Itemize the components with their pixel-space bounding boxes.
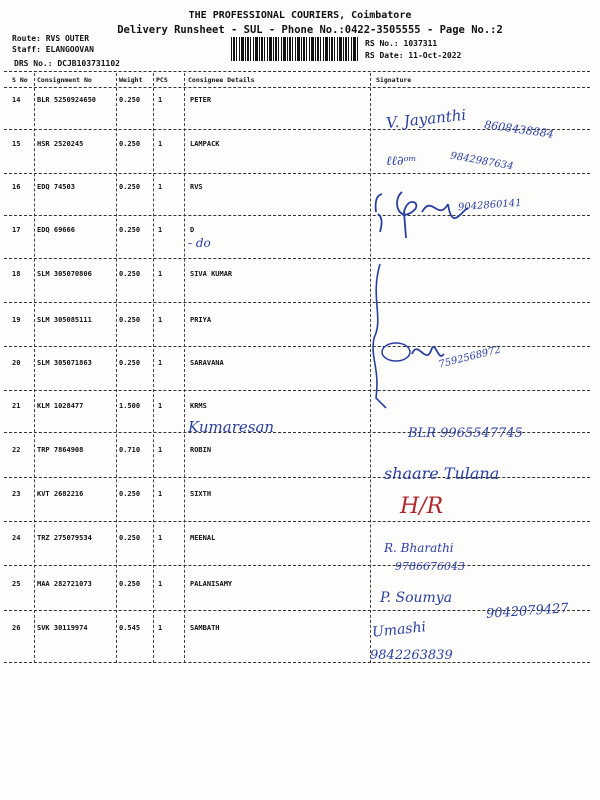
handwritten-name: Kumaresan xyxy=(188,418,275,436)
runsheet-title: Delivery Runsheet - SUL - Phone No.:0422-3505555 - Page No.:2 xyxy=(117,24,503,36)
handwritten-phone: 7592568972 xyxy=(437,344,503,371)
col-header-weight: Weight xyxy=(119,76,143,84)
weight-cell: 0.250 xyxy=(119,226,141,234)
pcs-cell: 1 xyxy=(158,534,163,542)
row-divider xyxy=(4,390,590,391)
row-divider xyxy=(4,346,590,347)
consignment-cell: HSR 2520245 xyxy=(37,140,84,148)
col-divider xyxy=(184,73,185,663)
sno-cell: 23 xyxy=(12,490,21,498)
handwritten-signature: shaare Tulana xyxy=(384,464,500,483)
consignment-cell: MAA 282721073 xyxy=(37,580,92,588)
consignment-cell: EDQ 74503 xyxy=(37,183,75,191)
handwritten-signature: BLR 9965547745 xyxy=(408,426,523,441)
bracket-mark xyxy=(366,258,486,418)
consignee-cell: MEENAL xyxy=(190,534,216,542)
pcs-cell: 1 xyxy=(158,490,163,498)
pcs-cell: 1 xyxy=(158,446,163,454)
pcs-cell: 1 xyxy=(158,402,163,410)
handwritten-phone: 9042860141 xyxy=(457,197,522,214)
sno-cell: 14 xyxy=(12,96,21,104)
col-divider xyxy=(116,73,117,663)
sno-cell: 17 xyxy=(12,226,21,234)
company-title: THE PROFESSIONAL COURIERS, Coimbatore xyxy=(188,10,412,21)
pcs-cell: 1 xyxy=(158,359,163,367)
consignment-cell: SLM 305071863 xyxy=(37,359,92,367)
sno-cell: 21 xyxy=(12,402,21,410)
consignee-cell: SIVA KUMAR xyxy=(190,270,233,278)
handwritten-phone: 8608438884 xyxy=(483,118,555,141)
sno-cell: 16 xyxy=(12,183,21,191)
weight-cell: 0.250 xyxy=(119,183,141,191)
sno-cell: 22 xyxy=(12,446,21,454)
weight-cell: 0.545 xyxy=(119,624,141,632)
consignment-cell: TRP 7864908 xyxy=(37,446,84,454)
header-bottom-rule xyxy=(4,87,590,88)
col-divider xyxy=(34,73,35,663)
consignment-cell: KVT 2682216 xyxy=(37,490,84,498)
drs-number: DRS No.: DCJB103731102 xyxy=(14,59,120,68)
row-divider xyxy=(4,477,590,478)
weight-cell: 0.250 xyxy=(119,359,141,367)
header-top-rule xyxy=(4,71,590,72)
handwritten-phone: 9842263839 xyxy=(370,648,453,663)
consignee-cell: D xyxy=(190,226,195,234)
consignee-cell: KRMS xyxy=(190,402,207,410)
consignment-cell: BLR 5250924650 xyxy=(37,96,97,104)
barcode xyxy=(231,37,359,61)
sno-cell: 15 xyxy=(12,140,21,148)
consignment-cell: SVK 30119974 xyxy=(37,624,88,632)
consignment-cell: SLM 305070806 xyxy=(37,270,92,278)
consignee-cell: LAMPACK xyxy=(190,140,220,148)
weight-cell: 0.710 xyxy=(119,446,141,454)
pcs-cell: 1 xyxy=(158,140,163,148)
row-divider xyxy=(4,258,590,259)
pcs-cell: 1 xyxy=(158,624,163,632)
sno-cell: 19 xyxy=(12,316,21,324)
consignee-cell: SARAVANA xyxy=(190,359,224,367)
pcs-cell: 1 xyxy=(158,183,163,191)
consignment-cell: SLM 305085111 xyxy=(37,316,92,324)
consignee-cell: PRIYA xyxy=(190,316,212,324)
col-header-consignment: Consignment No xyxy=(37,76,92,84)
col-header-consignee: Consignee Details xyxy=(188,76,255,84)
weight-cell: 1.500 xyxy=(119,402,141,410)
weight-cell: 0.250 xyxy=(119,270,141,278)
col-header-signature: Signature xyxy=(376,76,412,84)
row-divider xyxy=(4,662,590,663)
rs-date: RS Date: 11-Oct-2022 xyxy=(365,51,462,60)
handwritten-phone: 9042079427 xyxy=(485,601,570,622)
row-divider xyxy=(4,173,590,174)
weight-cell: 0.250 xyxy=(119,580,141,588)
consignment-cell: KLM 1028477 xyxy=(37,402,84,410)
rs-number: RS No.: 1037311 xyxy=(365,39,438,48)
handwritten-phone: 9786676043 xyxy=(395,560,465,573)
consignee-cell: PALANISAMY xyxy=(190,580,233,588)
staff-label: Staff: ELANGOOVAN xyxy=(12,45,94,54)
pcs-cell: 1 xyxy=(158,580,163,588)
consignee-cell: ROBIN xyxy=(190,446,212,454)
sno-cell: 24 xyxy=(12,534,21,542)
consignee-cell: RVS xyxy=(190,183,203,191)
col-header-sno: S No xyxy=(12,76,28,84)
weight-cell: 0.250 xyxy=(119,534,141,542)
handwritten-signature: V. Jayanthi xyxy=(385,105,468,133)
pcs-cell: 1 xyxy=(158,270,163,278)
consignment-cell: EDQ 69666 xyxy=(37,226,75,234)
consignee-cell: SAMBATH xyxy=(190,624,220,632)
consignee-cell: SIXTH xyxy=(190,490,212,498)
weight-cell: 0.250 xyxy=(119,316,141,324)
sno-cell: 25 xyxy=(12,580,21,588)
handwritten-signature: R. Bharathi xyxy=(384,541,454,555)
row-divider xyxy=(4,521,590,522)
col-divider xyxy=(153,73,154,663)
sno-cell: 20 xyxy=(12,359,21,367)
col-header-pcs: PCS xyxy=(156,76,168,84)
pcs-cell: 1 xyxy=(158,96,163,104)
handwritten-phone: 9842987634 xyxy=(449,150,515,173)
row-divider xyxy=(4,565,590,566)
handwritten-red-mark: H/R xyxy=(400,494,444,519)
row-divider xyxy=(4,302,590,303)
weight-cell: 0.250 xyxy=(119,96,141,104)
consignment-cell: TRZ 275079534 xyxy=(37,534,92,542)
weight-cell: 0.250 xyxy=(119,490,141,498)
consignee-cell: PETER xyxy=(190,96,212,104)
pcs-cell: 1 xyxy=(158,226,163,234)
handwritten-signature: P. Soumya xyxy=(380,590,453,606)
pcs-cell: 1 xyxy=(158,316,163,324)
handwritten-signature: Umashi xyxy=(371,619,427,641)
route-label: Route: RVS OUTER xyxy=(12,34,90,43)
handwritten-signature: ℓℓ∂ᵒᵐ xyxy=(386,154,417,169)
sno-cell: 18 xyxy=(12,270,21,278)
sno-cell: 26 xyxy=(12,624,21,632)
handwritten-ditto: - do xyxy=(188,236,211,250)
weight-cell: 0.250 xyxy=(119,140,141,148)
